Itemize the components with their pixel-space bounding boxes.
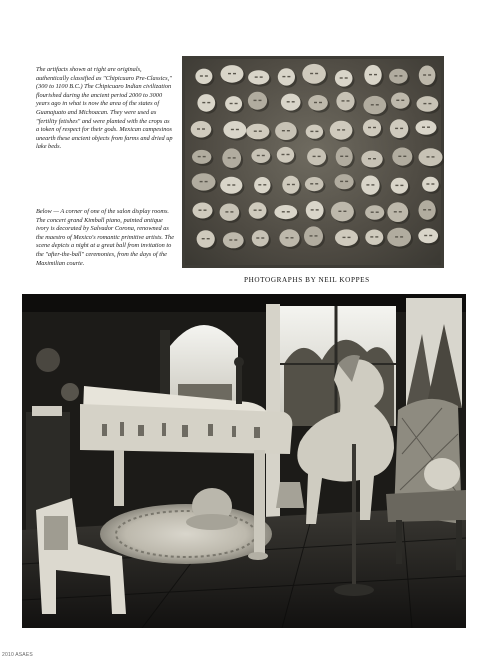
figurine-eye (232, 184, 235, 185)
figurine-head (221, 65, 244, 83)
figurine-eye (207, 238, 210, 239)
figurine (254, 177, 272, 195)
figurine (308, 95, 330, 113)
figurine-head (422, 177, 439, 192)
figurine-eye (311, 209, 314, 210)
figurine-head (306, 201, 324, 219)
figurine-eye (337, 129, 340, 130)
figurine-eye (315, 235, 318, 236)
figurine-head (305, 177, 324, 191)
figurine-eye (254, 210, 257, 211)
figurine-eye (260, 76, 263, 77)
figurine-eye (403, 156, 406, 157)
figurine (281, 94, 303, 113)
figurine (330, 121, 355, 142)
figurine (192, 173, 218, 192)
figurine (387, 228, 413, 249)
figurine-head (282, 176, 299, 194)
figurine (336, 147, 355, 168)
figurine (391, 178, 410, 196)
figurine (274, 205, 299, 221)
figurine (307, 148, 328, 167)
figurine-eye (282, 76, 285, 77)
figurine-head (418, 228, 438, 243)
figurine (336, 92, 356, 113)
figurine-head (391, 178, 408, 194)
figurine-eye (375, 236, 378, 237)
figurine-head (361, 176, 379, 195)
figurine-head (416, 120, 437, 135)
figurine-eye (203, 156, 206, 157)
figurine (387, 202, 410, 224)
figurine (197, 94, 217, 114)
figurine-eye (228, 157, 231, 158)
figurine-head (363, 96, 386, 114)
figurine (282, 176, 301, 196)
figurine-head (390, 119, 408, 138)
figurine-eye (199, 210, 202, 211)
figurine-head (281, 94, 301, 111)
figurine-head (365, 230, 383, 245)
figurine-eye (316, 209, 319, 210)
horse-stand (334, 584, 374, 596)
figurine (192, 150, 213, 166)
figurine-head (307, 148, 326, 165)
figurine-eye (315, 73, 318, 74)
figurine-eye (314, 102, 317, 103)
cushion (424, 458, 460, 490)
figurine-head (274, 205, 297, 219)
figurine-eye (373, 127, 376, 128)
figurine-eye (287, 211, 290, 212)
figurine-head (304, 226, 323, 246)
figurine-eye (258, 184, 261, 185)
figurine-eye (342, 129, 345, 130)
figurine-eye (310, 131, 313, 132)
figurine-head (417, 96, 439, 112)
figurine (389, 69, 410, 86)
figurine-eye (428, 209, 431, 210)
figurine (195, 69, 214, 86)
figurine-head (335, 70, 353, 87)
figurine-head (363, 119, 381, 136)
figurine (197, 230, 217, 250)
figurine-head (191, 121, 212, 138)
figurine (193, 203, 215, 221)
figurine-eye (292, 184, 295, 185)
figurine-eye (432, 156, 435, 157)
figurine-eye (230, 211, 233, 212)
figurine (364, 65, 383, 87)
figurine-eye (345, 77, 348, 78)
figurine-head (336, 147, 353, 166)
figurine-head (220, 177, 242, 194)
figurine-eye (343, 211, 346, 212)
figurine-eye (371, 212, 374, 213)
figurine-eye (400, 185, 403, 186)
figurine-head (336, 92, 354, 111)
figurine (422, 177, 441, 194)
figurine-eye (371, 104, 374, 105)
figurine-eye (233, 73, 236, 74)
figurine-head (364, 65, 381, 85)
figurine (248, 70, 271, 86)
figurine-head (225, 96, 242, 111)
figurine (251, 149, 272, 165)
figurine-eye (207, 102, 210, 103)
figurine-head (335, 174, 354, 189)
figurine-eye (376, 104, 379, 105)
cane-chair-seat (386, 490, 466, 522)
figurine-eye (343, 237, 346, 238)
figurine-head (193, 203, 213, 219)
figurine-eye (291, 237, 294, 238)
salon-scene (22, 294, 466, 628)
figurine-eye (427, 156, 430, 157)
figurine (275, 122, 299, 142)
figurine-head (223, 232, 244, 248)
figurine-eye (371, 184, 374, 185)
figurine-eye (345, 156, 348, 157)
figurine-eye (282, 130, 285, 131)
round-rug (100, 504, 272, 564)
figurine-head (302, 64, 326, 84)
figurine-eye (340, 156, 343, 157)
figurine-eye (394, 75, 397, 76)
figurine-eye (287, 154, 290, 155)
artifacts-photo (182, 56, 444, 268)
figurine-eye (374, 74, 377, 75)
figurine (252, 230, 271, 248)
figurine (418, 228, 440, 245)
figurine-eye (259, 131, 262, 132)
figurine-eye (428, 103, 431, 104)
figurine (419, 148, 445, 168)
figurine-eye (235, 103, 238, 104)
figurine-eye (395, 128, 398, 129)
figurine (331, 202, 356, 224)
figurine-head (387, 202, 408, 222)
figurine-head (361, 151, 382, 168)
figurine-head (246, 124, 269, 140)
figurine-head (391, 93, 410, 109)
piano-leg (114, 450, 124, 506)
figurine-eye (197, 128, 200, 129)
figurine-head (251, 149, 270, 163)
figurine (304, 226, 325, 248)
figurine-eye (205, 75, 208, 76)
figurine-eye (287, 101, 290, 102)
figurine-head (192, 150, 211, 164)
figurine (191, 121, 214, 140)
figurine-head (419, 148, 443, 166)
figurine-head (252, 230, 269, 246)
figurine-eye (200, 181, 203, 182)
figurine (363, 119, 383, 138)
figurine-eye (254, 131, 257, 132)
figurine-eye (310, 183, 313, 184)
figurine-eye (400, 236, 403, 237)
figurine-head (197, 94, 215, 112)
figurine-head (197, 230, 215, 248)
figurine-eye (254, 100, 257, 101)
figurine-eye (423, 103, 426, 104)
figurine-eye (423, 209, 426, 210)
figurine-eye (282, 211, 285, 212)
figurine-eye (319, 102, 322, 103)
figurine-eye (368, 158, 371, 159)
figurine-head (249, 202, 267, 218)
lamp-shade (32, 406, 62, 416)
wall-plate (36, 348, 60, 372)
figurine (225, 96, 244, 113)
figurine-head (222, 148, 241, 168)
figurine-eye (255, 76, 258, 77)
salon-photo (22, 294, 466, 628)
figurine-eye (426, 183, 429, 184)
figurine-head (389, 69, 408, 84)
figurine-eye (287, 184, 290, 185)
figurine-eye (400, 128, 403, 129)
figurine-eye (202, 238, 205, 239)
ceiling-beam (22, 294, 466, 312)
figurine-head (254, 177, 270, 193)
figurine (419, 66, 438, 88)
figurine-head (279, 229, 299, 247)
figurine-eye (287, 76, 290, 77)
figurine-eye (376, 212, 379, 213)
figurine-eye (259, 100, 262, 101)
salon-caption: Below — A corner of one of the salon display rooms. The concert grand Kimball piano, painted antique ivory is decorated by Salvador Corona, renowned as the maestro of Mexico's romantic primitive artists. The scene depicts a night at a great ball from invitation to the "after-the-ball" ceremonies, from the days of the Maximilian courte. (36, 208, 174, 267)
piano-leg (254, 450, 265, 554)
figurine-eye (398, 156, 401, 157)
figurine-eye (340, 77, 343, 78)
figurine-eye (427, 127, 430, 128)
figurine-eye (318, 156, 321, 157)
figurine-eye (229, 239, 232, 240)
figurine-eye (230, 103, 233, 104)
figurine (417, 96, 441, 114)
figurine-eye (228, 73, 231, 74)
figurine-eye (310, 235, 313, 236)
artifacts-caption: The artifacts shown at right are originals, authentically classified as "Chipicuaro Pre-Classics," (300 to 1100 B.C.) The Chipicuaro Indian civilization flourished during the ancient period 2000 to 3000 years ago in what is now the area of the states of Guanajuato and Michoacan. They were used as "fertility fetishes" and were planted with the crops as a token of respect for their gods. Mexican campesinos unearth these ancient objects from farms and dried up lake beds. (36, 66, 173, 151)
figurine-eye (340, 181, 343, 182)
figurine-eye (231, 129, 234, 130)
figurine-eye (368, 127, 371, 128)
figurine-head (335, 229, 358, 246)
figurine-head (248, 92, 267, 110)
figurine-head (306, 125, 323, 139)
figurine-eye (338, 211, 341, 212)
figurine (390, 119, 410, 140)
figurine-head (419, 66, 436, 86)
figurine (249, 202, 269, 220)
figurine-eye (428, 74, 431, 75)
figurine-eye (395, 185, 398, 186)
figurine-eye (423, 74, 426, 75)
figurine (302, 64, 328, 86)
figurine-eye (429, 235, 432, 236)
figurine-head (331, 202, 354, 222)
figurine-eye (369, 74, 372, 75)
figurine-head (275, 122, 297, 140)
figurine-eye (257, 155, 260, 156)
figurine-eye (263, 184, 266, 185)
figurine-eye (315, 131, 318, 132)
figurine-head (195, 69, 212, 84)
piano-statuette (236, 364, 242, 404)
figurine-head (392, 148, 412, 166)
figurine (363, 96, 388, 116)
figurine-eye (282, 154, 285, 155)
figurine (365, 230, 385, 247)
figurine-head (278, 68, 295, 85)
figurine-head (248, 70, 269, 84)
figurine-eye (256, 237, 259, 238)
figurine-eye (202, 102, 205, 103)
figurine-eye (348, 237, 351, 238)
figurine-eye (373, 158, 376, 159)
figurine-head (365, 205, 384, 220)
figurine (221, 65, 246, 85)
figurine-eye (424, 235, 427, 236)
figurine-eye (422, 127, 425, 128)
figurine-eye (287, 130, 290, 131)
figurine-eye (342, 100, 345, 101)
figurine (248, 92, 269, 112)
urn (276, 482, 304, 508)
figurine-head (192, 173, 216, 190)
figurine-eye (227, 184, 230, 185)
figurine-eye (198, 156, 201, 157)
figurine-eye (286, 237, 289, 238)
figurine (220, 177, 244, 196)
figurine-eye (399, 211, 402, 212)
figurine (222, 148, 243, 170)
figurine-eye (347, 100, 350, 101)
figurine-eye (234, 239, 237, 240)
figurine-eye (399, 75, 402, 76)
figurine-eye (292, 101, 295, 102)
figurine-head (419, 200, 436, 220)
figurine-eye (315, 183, 318, 184)
photo-credit: PHOTOGRAPHS BY NEIL KOPPES (244, 276, 370, 284)
figurine (246, 124, 271, 142)
figurine (305, 177, 326, 193)
figurine (335, 174, 356, 191)
figurine-eye (394, 211, 397, 212)
footer-mark: 2010 ASAES (2, 652, 33, 658)
figurine (278, 68, 297, 87)
figurine-eye (395, 236, 398, 237)
figurine (419, 200, 438, 222)
figurine-head (220, 204, 240, 221)
figurine-head (387, 228, 411, 247)
figurine-eye (236, 129, 239, 130)
figurine-eye (259, 210, 262, 211)
figurine-eye (396, 100, 399, 101)
figurine-eye (310, 73, 313, 74)
figurine-eye (366, 184, 369, 185)
figurine-head (223, 121, 246, 139)
figurine (365, 205, 386, 222)
figurine-eye (262, 155, 265, 156)
figurine-eye (313, 156, 316, 157)
figurine (223, 232, 246, 250)
figurine (335, 229, 360, 248)
figurine-eye (370, 236, 373, 237)
figurine (416, 120, 439, 137)
horse-pole (352, 444, 356, 588)
figurine-eye (225, 211, 228, 212)
figurine (361, 176, 381, 197)
figurine-eye (204, 210, 207, 211)
figurine (277, 147, 296, 165)
figurine-eye (233, 157, 236, 158)
figurine (306, 201, 326, 221)
artifacts-figurines (182, 56, 444, 268)
figurine-eye (431, 183, 434, 184)
figurine (335, 70, 355, 89)
figurine-eye (261, 237, 264, 238)
figurine-eye (202, 128, 205, 129)
figurine (306, 125, 325, 141)
figurine (223, 121, 248, 141)
figurine-eye (345, 181, 348, 182)
figurine-head (330, 121, 353, 140)
figurine-eye (200, 75, 203, 76)
figurine (279, 229, 301, 249)
figurine (392, 148, 414, 168)
figurine (391, 93, 412, 111)
figurine (220, 204, 242, 223)
figurine-eye (205, 181, 208, 182)
figurine-head (277, 147, 294, 163)
figurine-head (308, 95, 328, 111)
figurine-eye (401, 100, 404, 101)
figurine (361, 151, 384, 170)
